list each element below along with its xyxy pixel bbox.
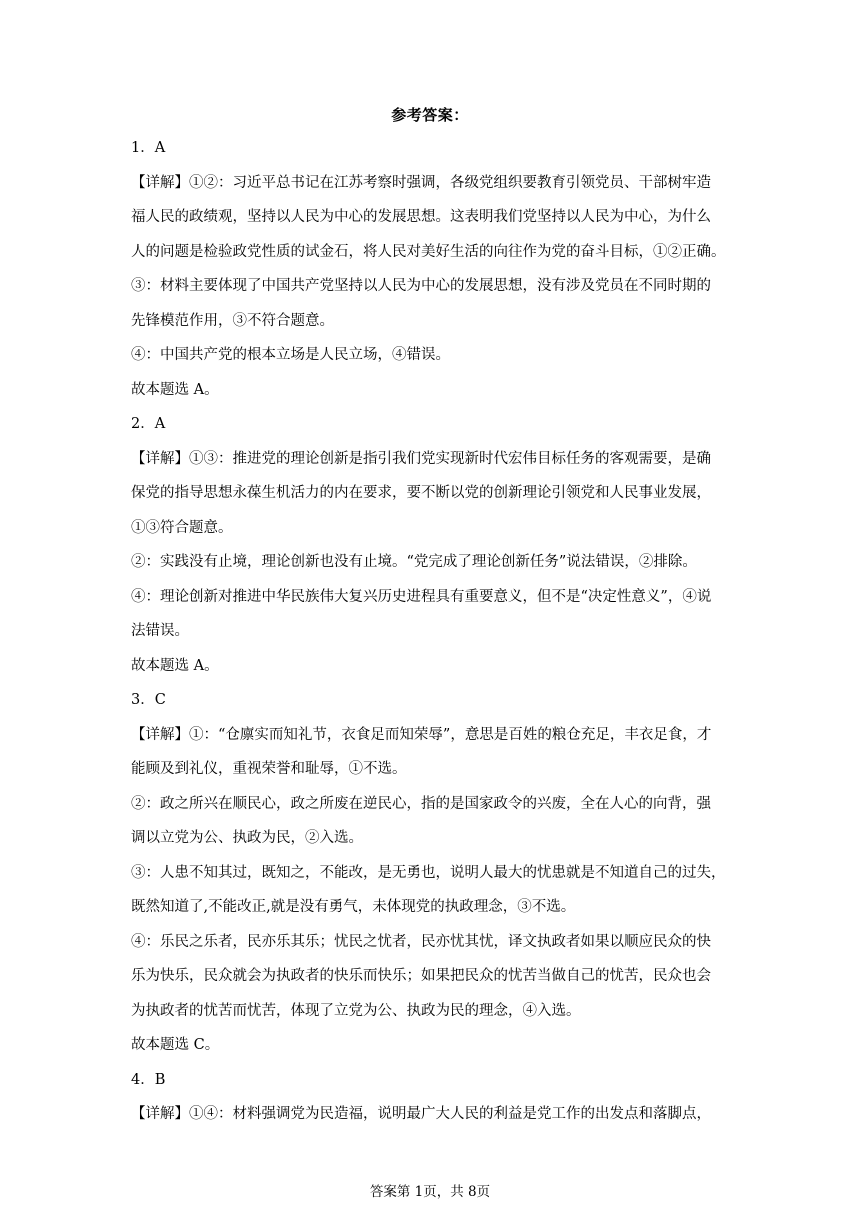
explanation-line: 保党的指导思想永葆生机活力的内在要求，要不断以党的创新理论引领党和人民事业发展， xyxy=(131,485,711,501)
explanation-line: 福人民的政绩观，坚持以人民为中心的发展思想。这表明我们党坚持以人民为中心，为什么 xyxy=(131,209,711,225)
explanation-line: ③：材料主要体现了中国共产党坚持以人民为中心的发展思想，没有涉及党员在不同时期的 xyxy=(131,278,711,294)
answer-number: 2．A xyxy=(131,416,166,432)
explanation-line: 为执政者的忧苦而忧苦，体现了立党为公、执政为民的理念，④入选。 xyxy=(131,1002,581,1019)
explanation-line: 既然知道了,不能改正,就是没有勇气，未体现党的执政理念，③不选。 xyxy=(131,899,576,915)
explanation-line: ②：实践没有止境，理论创新也没有止境。“党完成了理论创新任务”说法错误，②排除。 xyxy=(131,554,697,570)
answer-number: 1．A xyxy=(131,140,166,156)
explanation-line: 【详解】①②：习近平总书记在江苏考察时强调，各级党组织要教育引领党员、干部树牢造 xyxy=(131,174,711,191)
explanation-line: ②：政之所兴在顺民心，政之所废在逆民心，指的是国家政令的兴废，全在人心的向背，强 xyxy=(131,795,711,812)
explanation-line: 【详解】①：“仓廪实而知礼节，衣食足而知荣辱”，意思是百姓的粮仓充足，丰衣足食，才 xyxy=(131,726,712,743)
answer-content xyxy=(131,131,731,1132)
explanation-line: ④：乐民之乐者，民亦乐其乐；忧民之忧者，民亦忧其忧，译文执政者如果以顺应民众的快 xyxy=(131,933,711,950)
explanation-line: 能顾及到礼仪，重视荣誉和耻辱，①不选。 xyxy=(131,761,407,777)
explanation-line: 先锋模范作用，③不符合题意。 xyxy=(131,312,334,329)
page-title: 参考答案： xyxy=(391,106,469,124)
explanation-line: ③：人患不知其过，既知之，不能改，是无勇也，说明人最大的忧患就是不知道自己的过失， xyxy=(131,864,726,881)
page-footer: 答案第 1页，共 8页 xyxy=(369,1184,491,1200)
explanation-line: 乐为快乐，民众就会为执政者的快乐而快乐；如果把民众的忧苦当做自己的忧苦，民众也会 xyxy=(131,968,711,984)
explanation-line: ①③符合题意。 xyxy=(131,519,233,536)
conclusion-line: 故本题选 C。 xyxy=(131,1037,220,1053)
explanation-line: 法错误。 xyxy=(131,623,189,639)
conclusion-line: 故本题选 A。 xyxy=(131,657,219,674)
explanation-line: ④：理论创新对推进中华民族伟大复兴历史进程具有重要意义，但不是“决定性意义”，④说 xyxy=(131,588,712,605)
explanation-line: 人的问题是检验政党性质的试金石，将人民对美好生活的向往作为党的奋斗目标，①②正确。 xyxy=(131,243,726,260)
conclusion-line: 故本题选 A。 xyxy=(131,381,219,398)
explanation-line: 调以立党为公、执政为民，②入选。 xyxy=(131,830,363,846)
answer-number: 3．C xyxy=(131,692,166,708)
explanation-line: 【详解】①③：推进党的理论创新是指引我们党实现新时代宏伟目标任务的客观需要，是确 xyxy=(131,450,711,467)
explanation-line: 【详解】①④：材料强调党为民造福，说明最广大人民的利益是党工作的出发点和落脚点， xyxy=(131,1106,711,1122)
explanation-line: ④：中国共产党的根本立场是人民立场，④错误。 xyxy=(131,347,450,363)
answer-number: 4．B xyxy=(131,1071,166,1088)
